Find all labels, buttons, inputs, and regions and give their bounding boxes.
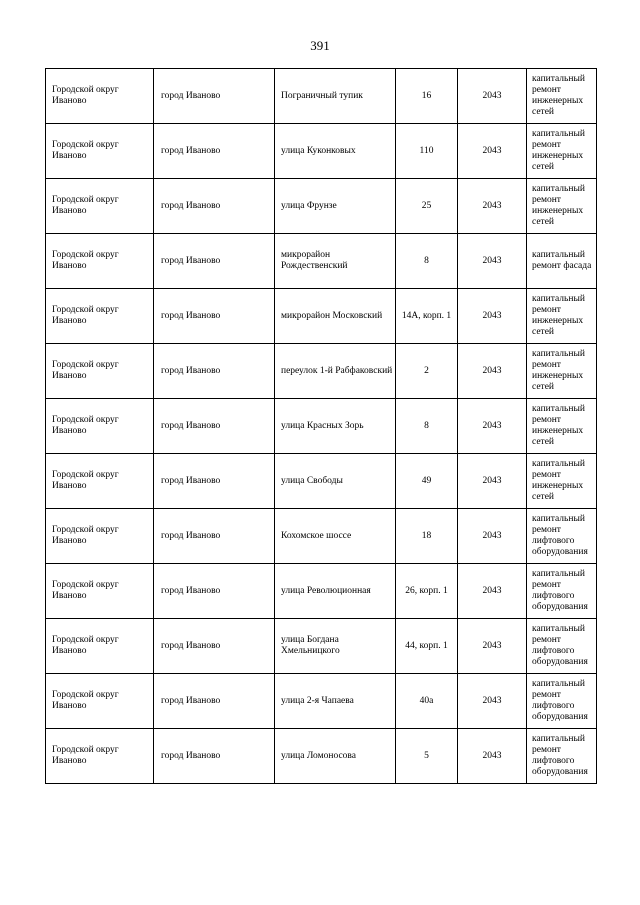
cell-work-type: капитальный ремонт лифтового оборудования [527, 674, 597, 729]
cell-street: микрорайон Рождественский [275, 234, 396, 289]
cell-street: улица Революционная [275, 564, 396, 619]
cell-year: 2043 [458, 124, 527, 179]
cell-street: микрорайон Московский [275, 289, 396, 344]
table-row [46, 729, 597, 784]
cell-okrug: Городской округ Иваново [46, 179, 154, 234]
cell-year: 2043 [458, 729, 527, 784]
cell-work-type: капитальный ремонт инженерных сетей [527, 344, 597, 399]
cell-street: улица Свободы [275, 454, 396, 509]
table-row [46, 564, 597, 619]
cell-city: город Иваново [154, 124, 275, 179]
cell-okrug: Городской округ Иваново [46, 399, 154, 454]
cell-street: улица Фрунзе [275, 179, 396, 234]
cell-okrug: Городской округ Иваново [46, 124, 154, 179]
cell-house: 8 [396, 399, 458, 454]
cell-city: город Иваново [154, 509, 275, 564]
table-row [46, 454, 597, 509]
cell-street: Пограничный тупик [275, 69, 396, 124]
table-row [46, 674, 597, 729]
cell-year: 2043 [458, 69, 527, 124]
cell-work-type: капитальный ремонт инженерных сетей [527, 69, 597, 124]
cell-house: 14А, корп. 1 [396, 289, 458, 344]
cell-work-type: капитальный ремонт инженерных сетей [527, 399, 597, 454]
cell-year: 2043 [458, 454, 527, 509]
cell-street: Кохомское шоссе [275, 509, 396, 564]
table-row [46, 509, 597, 564]
cell-year: 2043 [458, 619, 527, 674]
cell-house: 110 [396, 124, 458, 179]
cell-okrug: Городской округ Иваново [46, 69, 154, 124]
cell-okrug: Городской округ Иваново [46, 344, 154, 399]
cell-work-type: капитальный ремонт фасада [527, 234, 597, 289]
cell-street: улица Красных Зорь [275, 399, 396, 454]
cell-city: город Иваново [154, 234, 275, 289]
cell-house: 2 [396, 344, 458, 399]
cell-okrug: Городской округ Иваново [46, 454, 154, 509]
cell-work-type: капитальный ремонт лифтового оборудования [527, 509, 597, 564]
cell-year: 2043 [458, 509, 527, 564]
table-row [46, 234, 597, 289]
cell-house: 25 [396, 179, 458, 234]
cell-okrug: Городской округ Иваново [46, 674, 154, 729]
cell-year: 2043 [458, 234, 527, 289]
cell-street: улица Богдана Хмельницкого [275, 619, 396, 674]
cell-okrug: Городской округ Иваново [46, 234, 154, 289]
table-row [46, 344, 597, 399]
cell-okrug: Городской округ Иваново [46, 564, 154, 619]
cell-city: город Иваново [154, 454, 275, 509]
cell-work-type: капитальный ремонт инженерных сетей [527, 124, 597, 179]
cell-house: 8 [396, 234, 458, 289]
cell-work-type: капитальный ремонт лифтового оборудования [527, 564, 597, 619]
cell-work-type: капитальный ремонт инженерных сетей [527, 179, 597, 234]
cell-house: 16 [396, 69, 458, 124]
cell-house: 18 [396, 509, 458, 564]
cell-year: 2043 [458, 179, 527, 234]
cell-city: город Иваново [154, 674, 275, 729]
cell-street: улица Ломоносова [275, 729, 396, 784]
cell-street: улица Куконковых [275, 124, 396, 179]
table-row [46, 619, 597, 674]
table-row [46, 399, 597, 454]
cell-house: 26, корп. 1 [396, 564, 458, 619]
cell-okrug: Городской округ Иваново [46, 289, 154, 344]
cell-okrug: Городской округ Иваново [46, 619, 154, 674]
cell-house: 40а [396, 674, 458, 729]
cell-year: 2043 [458, 564, 527, 619]
cell-house: 5 [396, 729, 458, 784]
table-row [46, 124, 597, 179]
cell-city: город Иваново [154, 289, 275, 344]
cell-work-type: капитальный ремонт инженерных сетей [527, 454, 597, 509]
table-row [46, 179, 597, 234]
cell-city: город Иваново [154, 344, 275, 399]
cell-city: город Иваново [154, 729, 275, 784]
cell-house: 49 [396, 454, 458, 509]
cell-house: 44, корп. 1 [396, 619, 458, 674]
page-number: 391 [310, 38, 330, 53]
repair-schedule-table [45, 68, 597, 784]
cell-city: город Иваново [154, 619, 275, 674]
cell-work-type: капитальный ремонт инженерных сетей [527, 289, 597, 344]
cell-year: 2043 [458, 289, 527, 344]
cell-city: город Иваново [154, 69, 275, 124]
cell-work-type: капитальный ремонт лифтового оборудования [527, 729, 597, 784]
cell-city: город Иваново [154, 399, 275, 454]
cell-okrug: Городской округ Иваново [46, 509, 154, 564]
table-row [46, 289, 597, 344]
cell-street: переулок 1-й Рабфаковский [275, 344, 396, 399]
cell-street: улица 2-я Чапаева [275, 674, 396, 729]
cell-year: 2043 [458, 399, 527, 454]
cell-okrug: Городской округ Иваново [46, 729, 154, 784]
cell-work-type: капитальный ремонт лифтового оборудования [527, 619, 597, 674]
cell-city: город Иваново [154, 179, 275, 234]
table-row [46, 69, 597, 124]
cell-year: 2043 [458, 344, 527, 399]
cell-year: 2043 [458, 674, 527, 729]
cell-city: город Иваново [154, 564, 275, 619]
